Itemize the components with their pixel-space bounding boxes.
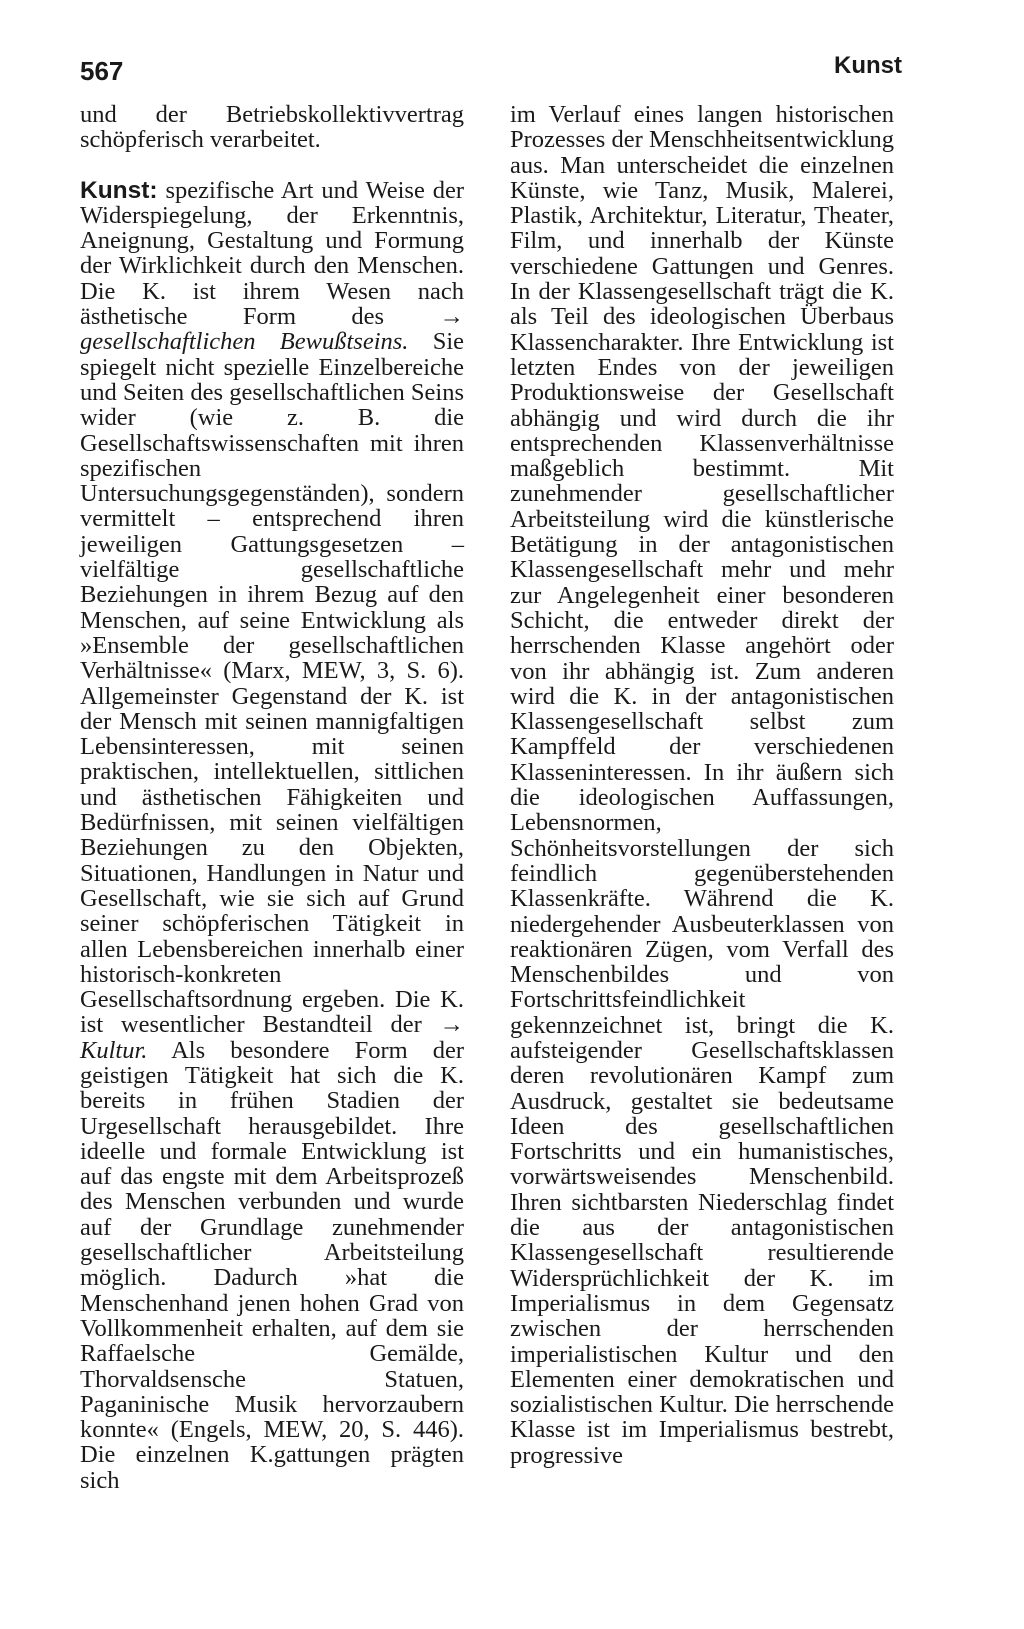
left-column xyxy=(80,102,464,1493)
cross-reference-bewusstsein[interactable]: gesellschaftlichen Bewußtseins. xyxy=(80,328,409,356)
entry-text-1: spezifische Art und Weise der Widerspiegelung, der Erkenntnis, Aneignung, Gestaltung und Formung der Wirklichkeit durch den Menschen. Die K. ist ihrem Wesen nach ästhetische Form des xyxy=(80,176,464,331)
page-number: 567 xyxy=(80,56,124,86)
entry-continuation: im Verlauf eines langen historischen Prozesses der Menschheitsentwicklung aus. Man unterscheidet die einzelnen Künste, wie Tanz, Musik, Malerei, Plastik, Architektur, Literatur, Theater, Film, und innerhalb der Künste verschiedene Gattungen und Genres. In der Klassengesellschaft trägt die K. als Teil des ideologischen Überbaus Klassencharakter. Ihre Entwicklung ist letzten Endes von der jeweiligen Produktionsweise der Gesellschaft abhängig und wird durch die ihr entsprechenden Klassenverhältnisse maßgeblich bestimmt. Mit zunehmender gesellschaftlicher Arbeitsteilung wird die künstlerische Betätigung in der antagonistischen Klassengesellschaft mehr und mehr zur Angelegenheit einer besonderen Schicht, die entweder direkt der herrschenden Klasse angehört oder von ihr abhängig ist. Zum anderen wird die K. in der antagonistischen Klassengesellschaft selbst zum Kampffeld der verschiedenen Klasseninteressen. In ihr äußern sich die ideologischen Auffassungen, Lebensnormen, Schönheitsvorstellungen der sich feindlich gegenüberstehenden Klassenkräfte. Während die K. niedergehender Ausbeuterklassen von reaktionären Zügen, vom Verfall des Menschenbildes und von Fortschrittsfeindlichkeit gekennzeichnet ist, bringt die K. aufsteigender Gesellschaftsklassen deren revolutionären Kampf zum Ausdruck, gestaltet sie bedeutsame Ideen des gesellschaftlichen Fortschritts und ein humanistisches, vorwärtsweisendes Menschenbild. Ihren sichtbarsten Niederschlag findet die aus der antagonistischen Klassengesellschaft resultierende Widersprüchlichkeit der K. im Imperialismus in dem Gegensatz zwischen der herrschenden imperialistischen Kultur und den Elementen einer demokratischen und sozialistischen Kultur. Die herrschende Klasse ist im Imperialismus bestrebt, progressive xyxy=(510,101,894,1469)
entry-kunst xyxy=(80,178,464,1493)
cross-reference-arrow-icon: → xyxy=(439,303,464,331)
right-column xyxy=(510,102,894,1468)
paragraph-gap xyxy=(80,153,464,178)
entry-headword: Kunst: xyxy=(80,176,158,204)
entry-text-3: Als besondere Form der geistigen Tätigkeit hat sich die K. bereits in frühen Stadien der Urgesellschaft herausgebildet. Ihre ideelle und formale Entwicklung ist auf das engste mit dem Arbeitsprozeß des Menschen verbunden und wurde auf der Grundlage zunehmender gesellschaftlicher Arbeitsteilung möglich. Dadurch »hat die Menschenhand jenen hohen Grad von Vollkommenheit erhalten, auf dem sie Raffaelsche Gemälde, Thorvaldsensche Statuen, Paganinische Musik hervorzaubern konnte« (Engels, MEW, 20, S. 446). Die einzelnen K.gattungen prägten sich xyxy=(80,1036,464,1494)
cross-reference-arrow-icon: → xyxy=(439,1011,464,1039)
entry-text-2: Sie spiegelt nicht spezielle Einzelbereiche und Seiten des gesellschaftlichen Seins wider (wie z. B. die Gesellschaftswissenschaften mit ihren spezifischen Untersuchungsgegenständen), sondern vermittelt – entsprechend ihren jeweiligen Gattungsgesetzen – vielfältige gesellschaftliche Beziehungen in ihrem Bezug auf den Menschen, auf seine Entwicklung als »Ensemble der gesellschaftlichen Verhältnisse« (Marx, MEW, 3, S. 6). Allgemeinster Gegenstand der K. ist der Mensch mit seinen mannigfaltigen Lebensinteressen, mit seinen praktischen, intellektuellen, sittlichen und ästhetischen Fähigkeiten und Bedürfnissen, mit seinen vielfältigen Beziehungen zu den Objekten, Situationen, Handlungen in Natur und Gesellschaft, wie sie sich auf Grund seiner schöpferischen Tätigkeit in allen Lebensbereichen innerhalb einer historisch-konkreten Gesellschaftsordnung ergeben. Die K. ist wesentlicher Bestandteil der xyxy=(80,328,464,1039)
continuation-paragraph: und der Betriebskollektivvertrag schöpferisch verarbeitet. xyxy=(80,101,464,154)
cross-reference-kultur[interactable]: Kultur. xyxy=(80,1036,148,1064)
running-head: Kunst xyxy=(834,52,902,79)
